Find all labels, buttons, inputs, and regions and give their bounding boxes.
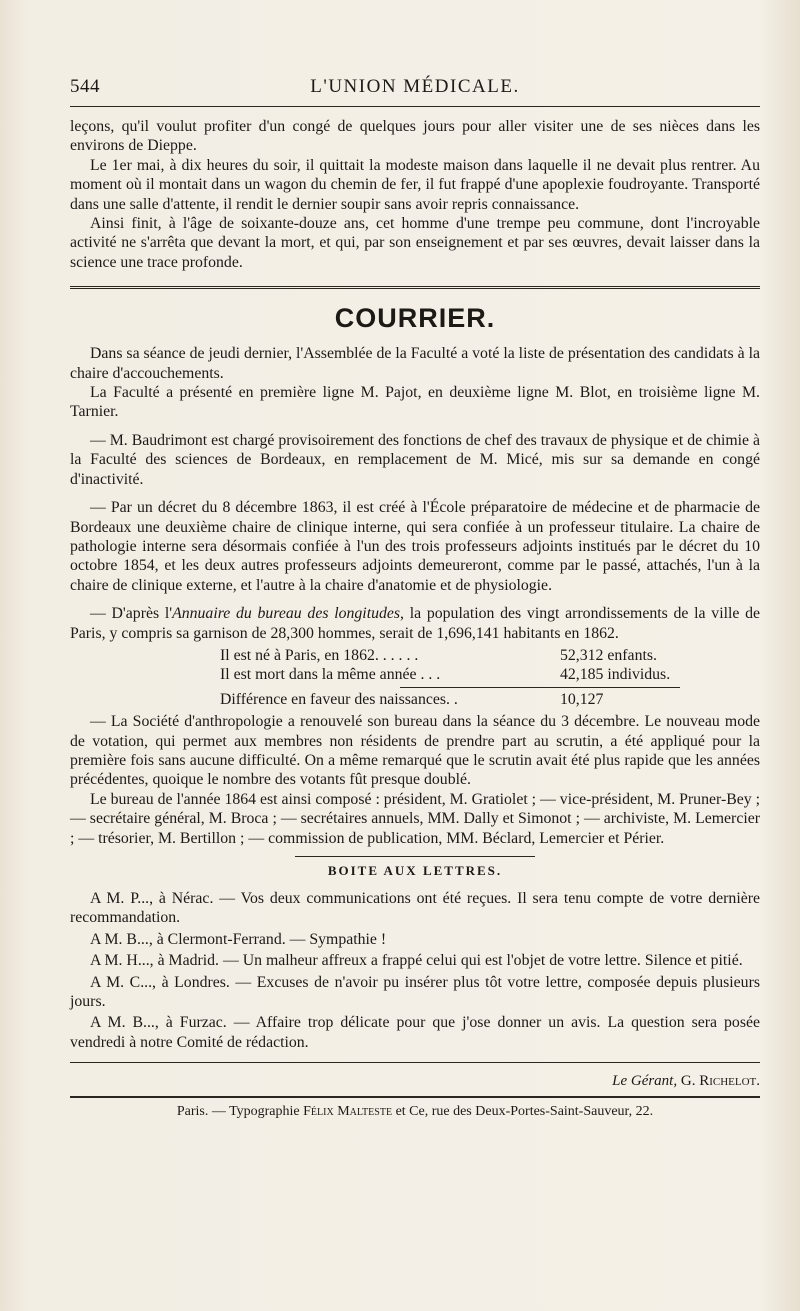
section-title-courrier: COURRIER. [334, 303, 496, 334]
signature [70, 1073, 760, 1090]
stat-row-births: Il est né à Paris, en 1862. . . . . . 52,312 enfants. [220, 646, 657, 664]
letter-reply: A M. P..., à Nérac. — Vos deux communications ont été reçues. Il sera tenu compte de votre dernière recommandation. [70, 890, 760, 927]
stat-row-deaths: Il est mort dans la même année . . . 42,185 individus. [220, 666, 671, 684]
news-paragraph: — M. Baudrimont est chargé provisoirement des fonctions de chef des travaux de physique et de chimie à la Faculté des sciences de Bordeaux, en remplacement de M. Micé, mis sur sa demande en congé d'inactivité. [70, 431, 761, 488]
obituary-section [70, 117, 760, 272]
printer-name: Félix Malteste [303, 1104, 393, 1120]
stat-sum-rule [400, 687, 680, 688]
section-divider [70, 286, 760, 289]
letter-reply: A M. H..., à Madrid. — Un malheur affreux a frappé celui qui est l'objet de votre lettre. Silence et pitié. [90, 952, 743, 970]
gerant-name: G. Richelot. [680, 1073, 760, 1090]
news-paragraph-population: — D'après l'Annuaire du bureau des longitudes, la population des vingt arrondissements de la ville de Paris, y compris sa garnison de 28,300 hommes, serait de 1,696,141 habitants en 1862. [70, 605, 761, 642]
obituary-paragraph: Ainsi finit, à l'âge de soixante-douze ans, cet homme d'une trempe peu commune, dont l'incroyable activité ne s'arrêta que devant la mort, et qui, par son enseignement et par ses œuvres, devait laisser dans la science une trace profonde. [70, 215, 760, 271]
letter-reply: A M. B..., à Clermont-Ferrand. — Sympathie ! [90, 930, 387, 948]
letter-reply: A M. C..., à Londres. — Excuses de n'avoir pu insérer plus tôt votre lettre, composée depuis plusieurs jours. [70, 973, 760, 1011]
stat-row-difference: Différence en faveur des naissances. . 10,127 [220, 690, 604, 708]
news-paragraph: Dans sa séance de jeudi dernier, l'Assemblée de la Faculté a voté la liste de présentation des candidats à la chaire d'accouchements. [70, 345, 760, 382]
footer-rule [70, 1062, 760, 1063]
obituary-paragraph: leçons, qu'il voulut profiter d'un congé de quelques jours pour aller visiter une de ses nièces dans les environs de Dieppe. [70, 118, 760, 155]
letter-reply: A M. B..., à Furzac. — Affaire trop délicate pour que j'ose donner un avis. La question sera posée vendredi à notre Comité de rédaction. [70, 1014, 760, 1051]
obituary-paragraph: Le 1er mai, à dix heures du soir, il quittait la modeste maison dans laquelle il ne devait plus rentrer. Au moment où il montait dans un wagon du chemin de fer, il fut frappé d'une apoplexie foudroyante. Transporté dans une salle d'attente, il rendit le dernier soupir sans avoir repris connaissance. [70, 156, 760, 213]
population-stats [220, 646, 690, 709]
short-divider [295, 856, 535, 857]
footer-rule-thick [70, 1096, 760, 1098]
printer-line: Paris. — Typographie Félix Malteste et Ce, rue des Deux-Portes-Saint-Sauveur, 22. [176, 1104, 654, 1120]
annuaire-title: Annuaire du bureau des longitudes [172, 605, 401, 623]
courrier-section [70, 344, 760, 848]
page-number: 544 [70, 76, 100, 97]
news-paragraph: — Par un décret du 8 décembre 1863, il est créé à l'École préparatoire de médecine et de pharmacie de Bordeaux une deuxième chaire de clinique interne, qui sera confiée à un professeur titulaire. La chaire de pathologie interne sera désormais confiée à l'un des trois professeurs adjoints institués par le décret du 10 octobre 1854, et les deux autres professeurs adjoints demeureront, comme par le passé, attachés, l'un à la chaire de clinique externe, et l'autre à la chaire d'anatomie et de physiologie. [70, 499, 760, 594]
letters-section [70, 889, 760, 1052]
header-rule [70, 106, 760, 107]
news-paragraph: — La Société d'anthropologie a renouvelé son bureau dans la séance du 3 décembre. Le nouveau mode de votation, qui permet aux membres non résidents de prendre part au scrutin, a été appliqué pour la première fois sans aucune difficulté. On a même remarqué que le scrutin avait été plus rapide que les années précédentes, quoique le nombre des votants fût presque doublé. [70, 713, 760, 789]
news-paragraph: Le bureau de l'année 1864 est ainsi composé : président, M. Gratiolet ; — vice-président, M. Pruner-Bey ; — secrétaire général, M. Broca ; — secrétaires annuels, MM. Dally et Simonot ; — archiviste, M. Lemercier ; — trésorier, M. Bertillon ; — commission de publication, MM. Béclard, Lemercier et Périer. [70, 790, 760, 847]
gerant-role: Le Gérant, [612, 1073, 678, 1090]
running-title: L'UNION MÉDICALE. [310, 76, 520, 97]
page-header [70, 76, 760, 106]
boite-aux-lettres-heading: BOITE AUX LETTRES. [327, 863, 503, 878]
news-paragraph: La Faculté a présenté en première ligne M. Pajot, en deuxième ligne M. Blot, en troisième ligne M. Tarnier. [70, 384, 760, 421]
